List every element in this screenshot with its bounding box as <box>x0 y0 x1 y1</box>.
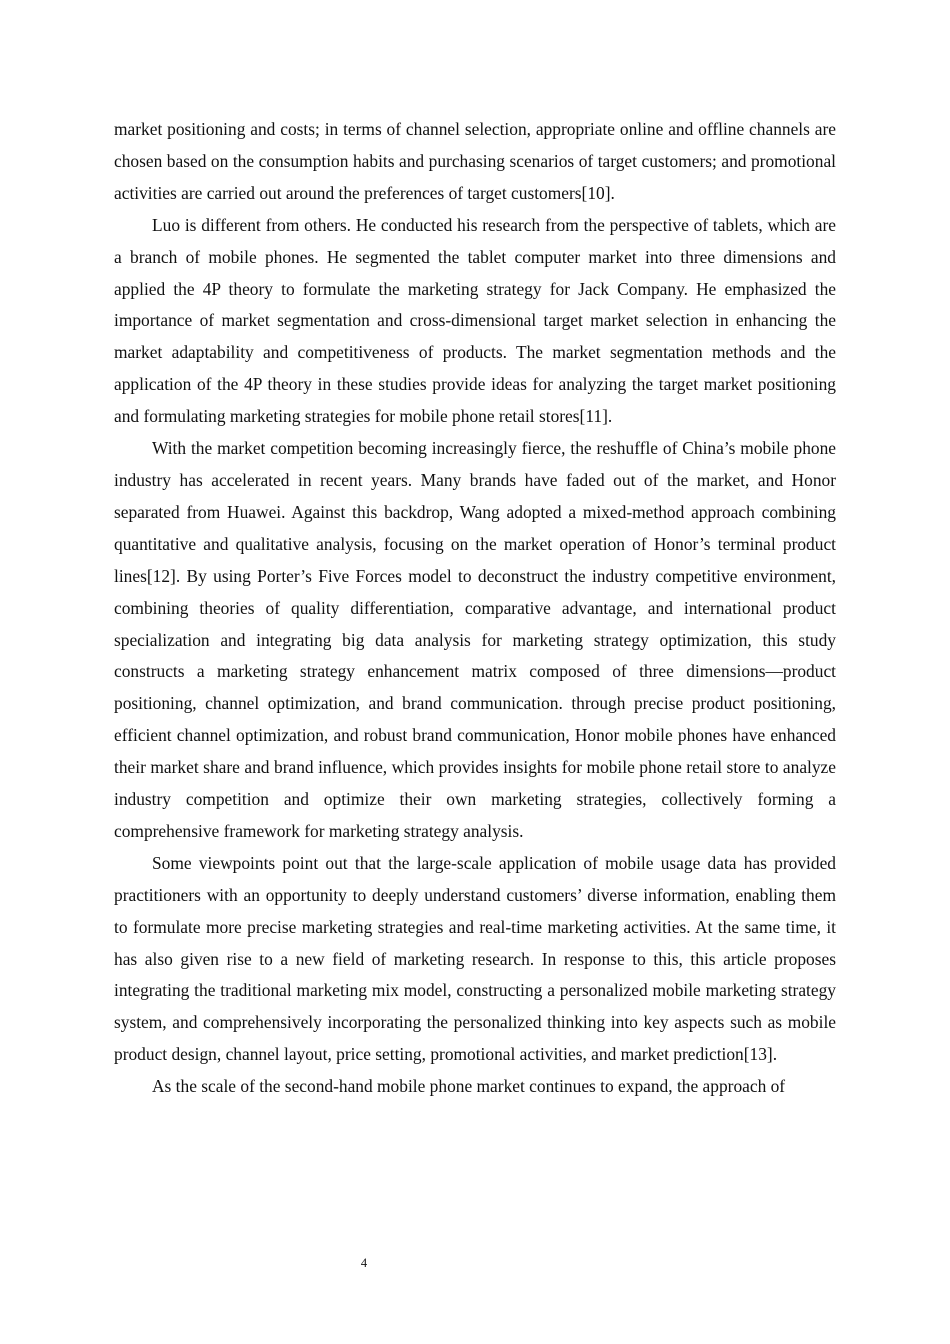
body-text <box>114 114 836 1103</box>
paragraph-2: Luo is different from others. He conducted his research from the perspective of tablets, which are a branch of mobile phones. He segmented the tablet computer market into three dimensions and applied the 4P theory to formulate the marketing strategy for Jack Company. He emphasized the importance of market segmentation and cross-dimensional target market selection in enhancing the market adaptability and competitiveness of products. The market segmentation methods and the application of the 4P theory in these studies provide ideas for analyzing the target market positioning and formulating marketing strategies for mobile phone retail stores[11]. <box>114 214 836 427</box>
paragraph-3: With the market competition becoming increasingly fierce, the reshuffle of China’s mobile phone industry has accelerated in recent years. Many brands have faded out of the market, and Honor separated from Huawei. Against this backdrop, Wang adopted a mixed-method approach combining quantitative and qualitative analysis, focusing on the market operation of Honor’s terminal product lines[12]. By using Porter’s Five Forces model to deconstruct the industry competitive environment, combining theories of quality differentiation, comparative advantage, and international product specialization and integrating big data analysis for marketing strategy optimization, this study constructs a marketing strategy enhancement matrix composed of three dimensions—product positioning, channel optimization, and brand communication. through precise product positioning, efficient channel optimization, and robust brand communication, Honor mobile phones have enhanced their market share and brand influence, which provides insights for mobile phone retail store to analyze industry competition and optimize their own marketing strategies, collectively forming a comprehensive framework for marketing strategy analysis. <box>114 438 836 841</box>
paragraph-5: As the scale of the second-hand mobile phone market continues to expand, the approach of <box>152 1076 786 1097</box>
paragraph-4: Some viewpoints point out that the large-scale application of mobile usage data has provided practitioners with an opportunity to deeply understand customers’ diverse information, enabling them to formulate more precise marketing strategies and real-time marketing activities. At the same time, it has also given rise to a new field of marketing research. In response to this, this article proposes integrating the traditional marketing mix model, constructing a personalized mobile marketing strategy system, and comprehensively incorporating the personalized thinking into key aspects such as mobile product design, channel layout, price setting, promotional activities, and market prediction[13]. <box>114 852 836 1065</box>
paragraph-1: market positioning and costs; in terms of channel selection, appropriate online and offline channels are chosen based on the consumption habits and purchasing scenarios of target customers; and promotional activities are carried out around the preferences of target customers[10]. <box>114 119 836 203</box>
page-number: 4 <box>360 1256 368 1270</box>
